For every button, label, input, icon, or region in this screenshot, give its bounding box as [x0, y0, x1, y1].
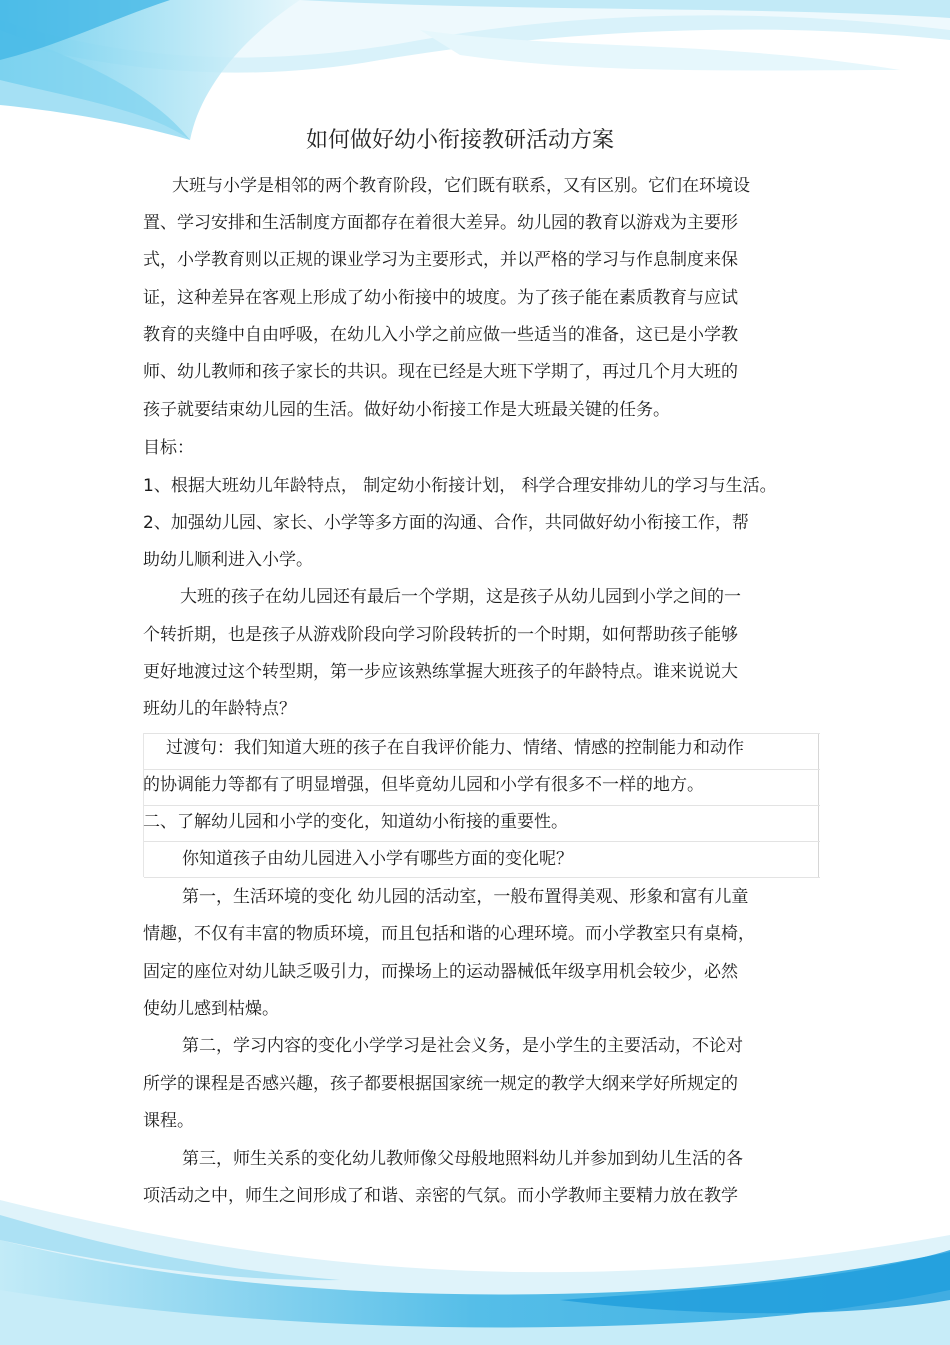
paragraph-line: 师、幼儿教师和孩子家长的共识。现在已经是大班下学期了，再过几个月大班的 [143, 362, 738, 382]
paragraph-line: 第一，生活环境的变化 幼儿园的活动室，一般布置得美观、形象和富有儿童 [182, 887, 749, 907]
paragraph-line: 置、学习安排和生活制度方面都存在着很大差异。幼儿园的教育以游戏为主要形 [143, 213, 738, 233]
goal-item: 助幼儿顺利进入小学。 [143, 550, 313, 570]
paragraph-line: 班幼儿的年龄特点？ [143, 699, 296, 719]
document-title: 如何做好幼小衔接教研活动方案 [305, 128, 614, 153]
paragraph-line: 更好地渡过这个转型期，第一步应该熟练掌握大班孩子的年龄特点。谁来说说大 [143, 662, 738, 682]
paragraph-line: 使幼儿感到枯燥。 [143, 999, 279, 1019]
goal-item: 2、加强幼儿园、家长、小学等多方面的沟通、合作，共同做好幼小衔接工作，帮 [143, 513, 749, 533]
section-heading: 二、了解幼儿园和小学的变化，知道幼小衔接的重要性。 [143, 812, 568, 832]
goal-item: 1、根据大班幼儿年龄特点， 制定幼小衔接计划， 科学合理安排幼儿的学习与生活。 [143, 476, 777, 496]
paragraph-line: 式，小学教育则以正规的课业学习为主要形式，并以严格的学习与作息制度来保 [143, 250, 738, 270]
paragraph-line: 证，这种差异在客观上形成了幼小衔接中的坡度。为了孩子能在素质教育与应试 [143, 288, 738, 308]
paragraph-line: 课程。 [143, 1111, 194, 1131]
transition-line: 的协调能力等都有了明显增强，但毕竟幼儿园和小学有很多不一样的地方。 [143, 775, 704, 795]
paragraph-line: 大班与小学是相邻的两个教育阶段，它们既有联系，又有区别。它们在环境设 [172, 176, 750, 196]
paragraph-line: 大班的孩子在幼儿园还有最后一个学期，这是孩子从幼儿园到小学之间的一 [180, 587, 741, 607]
paragraph-line: 孩子就要结束幼儿园的生活。做好幼小衔接工作是大班最关键的任务。 [143, 400, 670, 420]
paragraph-line: 固定的座位对幼儿缺乏吸引力，而操场上的运动器械低年级享用机会较少，必然 [143, 962, 738, 982]
paragraph-line: 第三，师生关系的变化幼儿教师像父母般地照料幼儿并参加到幼儿生活的各 [182, 1149, 743, 1169]
question-line: 你知道孩子由幼儿园进入小学有哪些方面的变化呢？ [182, 849, 573, 869]
paragraph-line: 第二，学习内容的变化小学学习是社会义务，是小学生的主要活动，不论对 [182, 1036, 743, 1056]
paragraph-line: 所学的课程是否感兴趣，孩子都要根据国家统一规定的教学大纲来学好所规定的 [143, 1074, 738, 1094]
paragraph-line: 情趣，不仅有丰富的物质环境，而且包括和谐的心理环境。而小学教室只有桌椅， [143, 924, 755, 944]
paragraph-line: 教育的夹缝中自由呼吸，在幼儿入小学之前应做一些适当的准备，这已是小学教 [143, 325, 738, 345]
paragraph-line: 个转折期，也是孩子从游戏阶段向学习阶段转折的一个时期，如何帮助孩子能够 [143, 625, 738, 645]
section-heading: 目标： [143, 438, 194, 458]
paragraph-line: 项活动之中，师生之间形成了和谐、亲密的气氛。而小学教师主要精力放在教学 [143, 1186, 738, 1206]
transition-line: 过渡句：我们知道大班的孩子在自我评价能力、情绪、情感的控制能力和动作 [166, 738, 744, 758]
